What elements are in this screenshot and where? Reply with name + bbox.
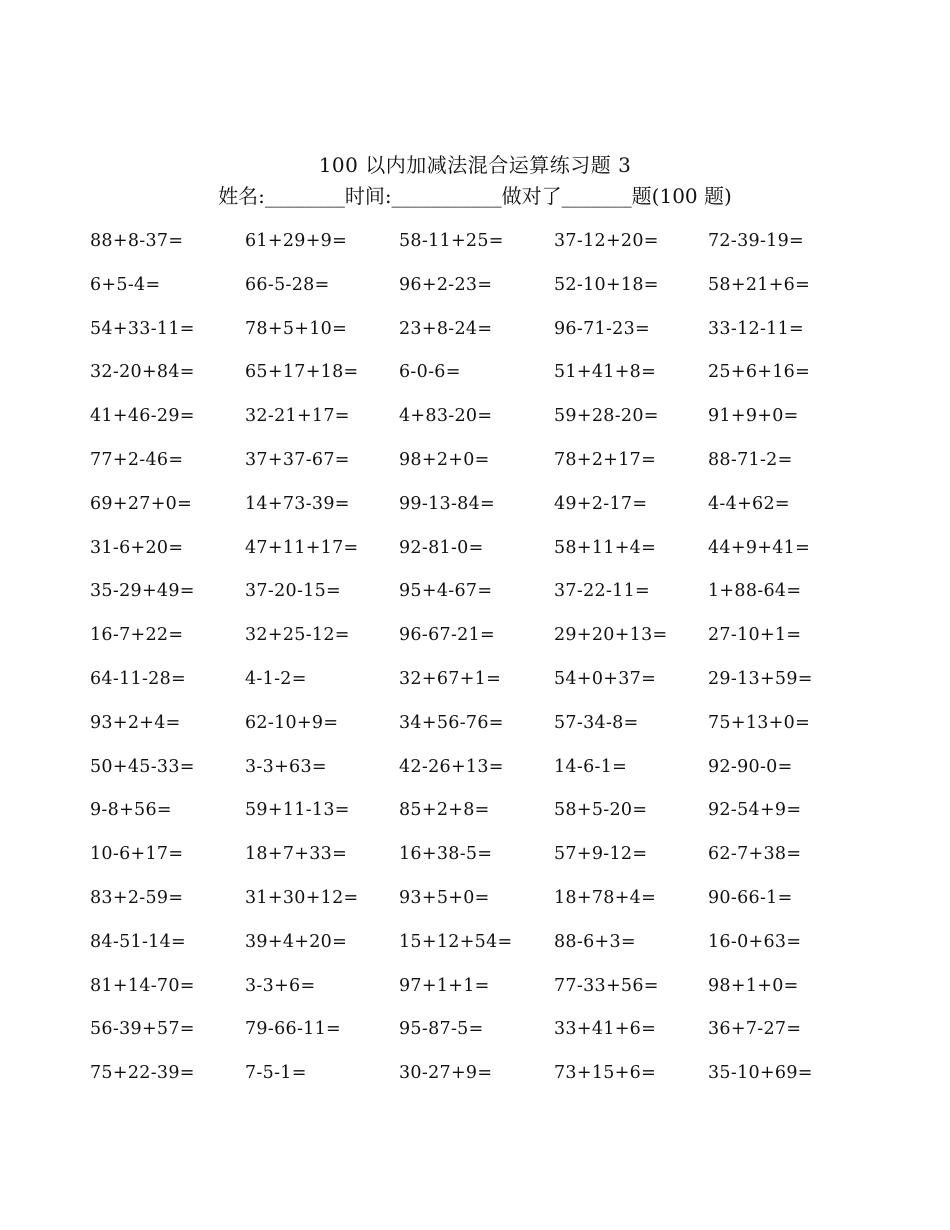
math-problem: 62-7+38= xyxy=(708,844,802,865)
math-problem: 31+30+12= xyxy=(245,887,359,908)
math-problem: 58+11+4= xyxy=(554,537,657,558)
math-problem: 23+8-24= xyxy=(399,318,493,339)
math-problem: 72-39-19= xyxy=(708,231,804,251)
math-problem: 29-13+59= xyxy=(708,668,813,689)
math-problem: 54+33-11= xyxy=(90,318,195,339)
math-problem: 92-54+9= xyxy=(708,800,802,821)
math-problem: 96-71-23= xyxy=(554,318,650,339)
math-problem: 49+2-17= xyxy=(554,493,648,514)
math-problem: 81+14-70= xyxy=(90,975,195,996)
math-problem: 10-6+17= xyxy=(90,844,184,865)
math-problem: 61+29+9= xyxy=(245,231,348,251)
math-problem: 66-5-28= xyxy=(245,274,330,295)
math-problem: 3-3+63= xyxy=(245,756,327,777)
math-problem: 58+5-20= xyxy=(554,800,648,821)
math-problem: 35-10+69= xyxy=(708,1063,813,1084)
math-problem: 91+9+0= xyxy=(708,406,799,427)
math-problem: 37-20-15= xyxy=(245,581,341,602)
math-problem: 88-6+3= xyxy=(554,931,636,952)
math-problem: 32-20+84= xyxy=(90,362,195,383)
math-problem: 3-3+6= xyxy=(245,975,316,996)
math-problem: 73+15+6= xyxy=(554,1063,657,1084)
math-problem: 16+38-5= xyxy=(399,844,493,865)
math-problem: 57+9-12= xyxy=(554,844,648,865)
math-problem: 92-90-0= xyxy=(708,756,793,777)
math-problem: 52-10+18= xyxy=(554,274,659,295)
math-problem: 95-87-5= xyxy=(399,1019,484,1040)
math-problem: 79-66-11= xyxy=(245,1019,341,1040)
math-problem: 77+2-46= xyxy=(90,449,184,470)
math-problem: 97+1+1= xyxy=(399,975,490,996)
math-problem: 14+73-39= xyxy=(245,493,350,514)
math-problem: 50+45-33= xyxy=(90,756,195,777)
math-problem: 35-29+49= xyxy=(90,581,195,602)
math-problem: 90-66-1= xyxy=(708,887,793,908)
math-problem: 31-6+20= xyxy=(90,537,184,558)
math-problem: 93+2+4= xyxy=(90,712,181,733)
math-problem: 44+9+41= xyxy=(708,537,811,558)
math-problem: 96-67-21= xyxy=(399,625,495,646)
math-problem: 16-7+22= xyxy=(90,625,184,646)
math-problem: 14-6-1= xyxy=(554,756,628,777)
math-problem: 58-11+25= xyxy=(399,231,504,251)
math-problem: 78+2+17= xyxy=(554,449,657,470)
math-problem: 47+11+17= xyxy=(245,537,359,558)
math-problem: 75+13+0= xyxy=(708,712,811,733)
math-problem: 77-33+56= xyxy=(554,975,659,996)
math-problem: 16-0+63= xyxy=(708,931,802,952)
math-problem: 99-13-84= xyxy=(399,493,495,514)
math-problem: 33+41+6= xyxy=(554,1019,657,1040)
math-problem: 98+1+0= xyxy=(708,975,799,996)
math-problem: 29+20+13= xyxy=(554,625,668,646)
worksheet-header-fields: 姓名:________时间:___________做对了_______题(100 题) xyxy=(218,184,732,208)
math-problem: 33-12-11= xyxy=(708,318,804,339)
math-problem: 78+5+10= xyxy=(245,318,348,339)
math-problem: 41+46-29= xyxy=(90,406,195,427)
math-problem: 64-11-28= xyxy=(90,668,186,689)
math-problem: 25+6+16= xyxy=(708,362,811,383)
math-problem: 75+22-39= xyxy=(90,1063,195,1084)
math-problem: 34+56-76= xyxy=(399,712,504,733)
math-problem: 59+28-20= xyxy=(554,406,659,427)
math-problem: 42-26+13= xyxy=(399,756,504,777)
math-problem: 95+4-67= xyxy=(399,581,493,602)
math-problem: 4+83-20= xyxy=(399,406,493,427)
math-problem: 30-27+9= xyxy=(399,1063,493,1084)
math-problem: 37-22-11= xyxy=(554,581,650,602)
math-problem: 54+0+37= xyxy=(554,668,657,689)
math-problem: 37+37-67= xyxy=(245,449,350,470)
math-problem: 56-39+57= xyxy=(90,1019,195,1040)
math-problem: 18+7+33= xyxy=(245,844,348,865)
math-problem: 6-0-6= xyxy=(399,362,461,383)
math-problem: 92-81-0= xyxy=(399,537,484,558)
math-problem: 27-10+1= xyxy=(708,625,802,646)
math-problem: 1+88-64= xyxy=(708,581,802,602)
math-problem: 7-5-1= xyxy=(245,1063,307,1084)
math-problem: 39+4+20= xyxy=(245,931,348,952)
math-problem: 98+2+0= xyxy=(399,449,490,470)
math-problem: 9-8+56= xyxy=(90,800,172,821)
math-problem: 4-1-2= xyxy=(245,668,307,689)
math-problem: 15+12+54= xyxy=(399,931,513,952)
math-problem: 85+2+8= xyxy=(399,800,490,821)
math-problem: 58+21+6= xyxy=(708,274,811,295)
math-problem: 88-71-2= xyxy=(708,449,793,470)
math-problem: 96+2-23= xyxy=(399,274,493,295)
math-problem: 84-51-14= xyxy=(90,931,186,952)
math-problem: 37-12+20= xyxy=(554,231,659,251)
math-problem: 57-34-8= xyxy=(554,712,639,733)
math-problem: 36+7-27= xyxy=(708,1019,802,1040)
math-problem: 18+78+4= xyxy=(554,887,657,908)
math-problem: 32-21+17= xyxy=(245,406,350,427)
worksheet-title: 100 以内加减法混合运算练习题 3 xyxy=(318,153,632,177)
math-problem: 59+11-13= xyxy=(245,800,350,821)
math-problem: 88+8-37= xyxy=(90,231,184,251)
problem-grid xyxy=(90,226,870,1102)
math-problem: 62-10+9= xyxy=(245,712,339,733)
math-problem: 32+25-12= xyxy=(245,625,350,646)
math-problem: 83+2-59= xyxy=(90,887,184,908)
math-problem: 65+17+18= xyxy=(245,362,359,383)
math-problem: 4-4+62= xyxy=(708,493,790,514)
math-problem: 32+67+1= xyxy=(399,668,502,689)
math-problem: 93+5+0= xyxy=(399,887,490,908)
math-problem: 69+27+0= xyxy=(90,493,193,514)
math-problem: 51+41+8= xyxy=(554,362,657,383)
math-problem: 6+5-4= xyxy=(90,274,161,295)
